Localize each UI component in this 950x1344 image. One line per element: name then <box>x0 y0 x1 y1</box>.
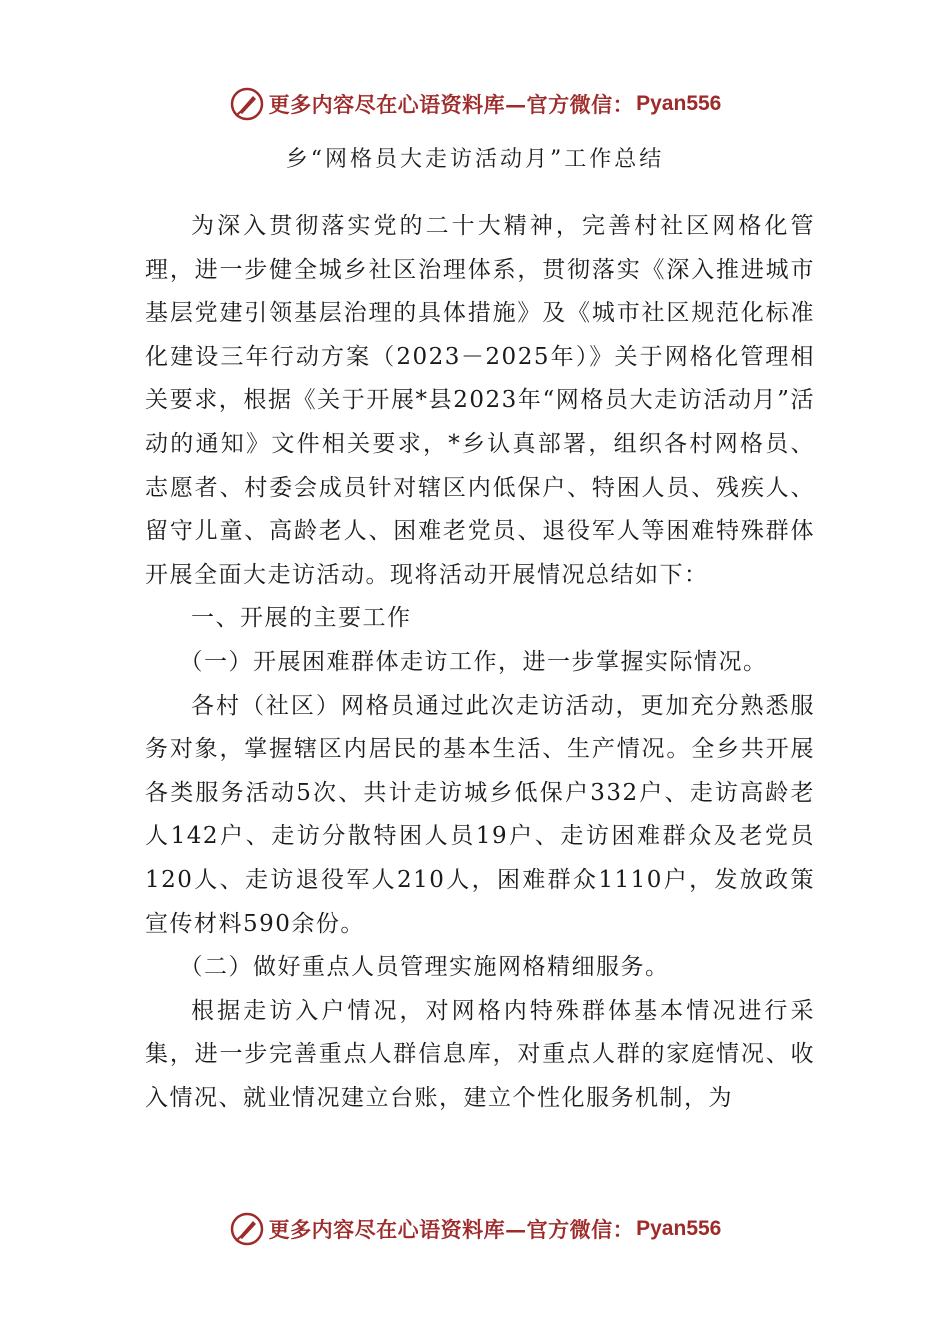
watermark-wechat-id: Pyan556 <box>636 92 722 115</box>
subsection-heading-2: （二）做好重点人员管理实施网格精细服务。 <box>179 954 670 981</box>
watermark-header <box>0 84 950 124</box>
paragraph-visits: 各村（社区）网格员通过此次走访活动，更加充分熟悉服务对象，掌握辖区内居民的基本生活、生产情况。全乡共开展各类服务活动5次、共计走访城乡低保户332户、走访高龄老人142户、走访分散特困人员19户、走访困难群众及老党员120人、走访退役军人210人，困难群众1110户，发放政策宣传材料590余份。 <box>145 692 815 937</box>
document-body <box>145 205 815 1120</box>
paragraph-intro: 为深入贯彻落实党的二十大精神，完善村社区网格化管理，进一步健全城乡社区治理体系，贯彻落实《深入推进城市基层党建引领基层治理的具体措施》及《城市社区规范化标准化建设三年行动方案（2023－2025年）》关于网格化管理相关要求，根据《关于开展*县2023年“网格员大走访活动月”活动的通知》文件相关要求，*乡认真部署，组织各村网格员、志愿者、村委会成员针对辖区内低保户、特困人员、残疾人、留守儿童、高龄老人、困难老党员、退役军人等困难特殊群体开展全面大走访活动。现将活动开展情况总结如下： <box>145 213 815 588</box>
watermark-text: 更多内容尽在心语资料库—官方微信： <box>268 1217 635 1242</box>
subsection-heading-1: （一）开展困难群体走访工作，进一步掌握实际情况。 <box>179 648 768 675</box>
document-title: 乡“网格员大走访活动月”工作总结 <box>285 147 665 172</box>
quill-logo-icon <box>229 1211 265 1247</box>
watermark-wechat-id: Pyan556 <box>636 1217 722 1240</box>
watermark-footer <box>0 1209 950 1249</box>
quill-logo-icon <box>229 86 265 122</box>
section-heading-1: 一、开展的主要工作 <box>191 605 412 632</box>
watermark-text: 更多内容尽在心语资料库—官方微信： <box>268 92 635 117</box>
paragraph-key-personnel: 根据走访入户情况，对网格内特殊群体基本情况进行采集，进一步完善重点人群信息库，对重点人群的家庭情况、收入情况、就业情况建立台账，建立个性化服务机制，为 <box>145 997 815 1111</box>
